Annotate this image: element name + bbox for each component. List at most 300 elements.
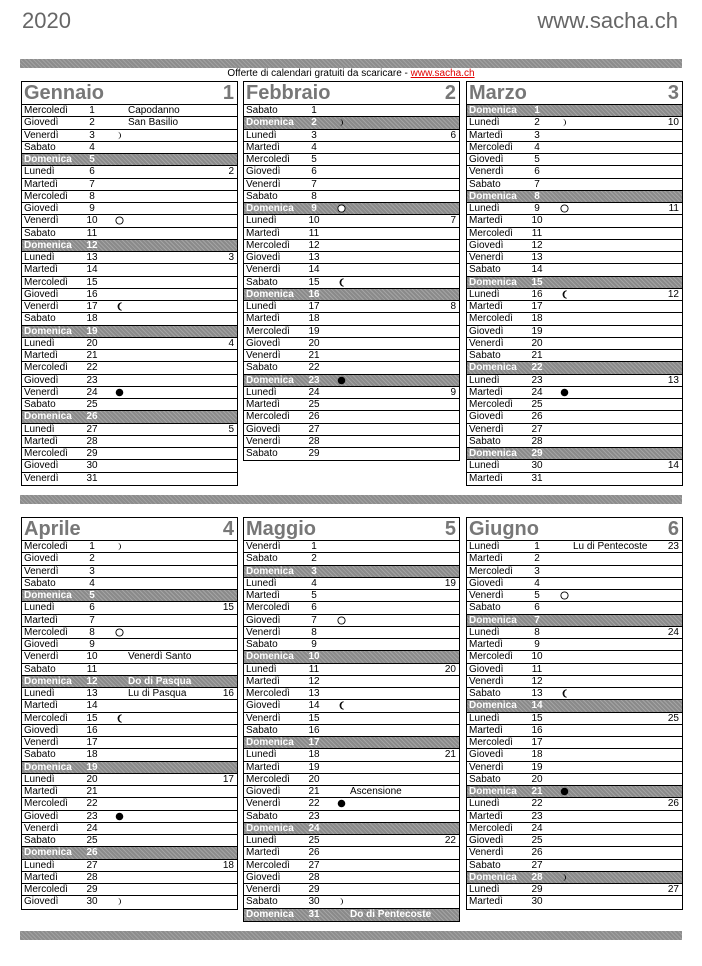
day-row: [467, 602, 682, 614]
weekday-label: Venerdì: [24, 301, 59, 312]
moon-new-icon: [337, 376, 346, 385]
day-number: 2: [311, 117, 317, 129]
day-row: [244, 811, 459, 823]
day-number: 5: [534, 590, 540, 601]
day-row: [244, 872, 459, 884]
holiday-label: Lu di Pentecoste: [573, 541, 648, 552]
day-row: [244, 424, 459, 436]
day-number: 19: [308, 325, 320, 337]
day-number: 14: [531, 264, 543, 276]
day-number: 17: [308, 737, 320, 748]
weekday-label: Lunedì: [246, 577, 277, 589]
day-row: [244, 301, 459, 313]
day-number: 26: [531, 847, 543, 859]
day-row: [244, 338, 459, 350]
day-number: 21: [531, 786, 543, 797]
day-number: 4: [534, 141, 540, 153]
weekday-label: Martedì: [469, 639, 503, 650]
weekday-label: Lunedì: [246, 835, 277, 846]
day-number: 16: [86, 724, 98, 736]
day-row-sunday: [467, 786, 682, 798]
weekday-label: Domenica: [469, 190, 517, 202]
day-row-sunday: [244, 289, 459, 301]
month-giugno: [466, 517, 683, 910]
day-number: 2: [89, 117, 95, 129]
week-number: 10: [667, 117, 679, 129]
day-number: 25: [531, 399, 543, 410]
moon-last-quarter-icon: [560, 290, 569, 299]
weekday-label: Giovedì: [469, 154, 504, 165]
day-row: [22, 688, 237, 700]
day-number: 6: [534, 166, 540, 178]
weekday-label: Domenica: [246, 203, 294, 214]
day-number: 3: [311, 565, 317, 577]
moon-first-quarter-icon: [115, 131, 124, 140]
day-number: 4: [311, 141, 317, 153]
weekday-label: Giovedì: [246, 871, 281, 883]
day-row: [467, 424, 682, 436]
weekday-label: Giovedì: [469, 325, 504, 337]
weekday-label: Mercoledì: [246, 602, 290, 614]
weekday-label: Martedì: [469, 301, 503, 312]
day-row: [244, 762, 459, 774]
day-number: 4: [89, 577, 95, 589]
day-row: [244, 896, 459, 908]
weekday-label: Martedì: [24, 350, 58, 361]
day-number: 8: [311, 190, 317, 202]
weekday-label: Domenica: [469, 614, 517, 626]
day-number: 13: [86, 252, 98, 263]
holiday-label: Venerdì Santo: [128, 651, 192, 663]
weekday-label: Lunedì: [469, 541, 500, 552]
week-number: 8: [450, 301, 456, 312]
day-number: 18: [531, 749, 543, 761]
day-row-sunday: [22, 676, 237, 688]
day-number: 16: [86, 288, 98, 300]
day-row: [467, 350, 682, 362]
day-number: 23: [531, 810, 543, 822]
day-row: [22, 448, 237, 460]
month-marzo: [466, 81, 683, 486]
offer-line: [20, 68, 682, 79]
day-row: [467, 578, 682, 590]
weekday-label: Giovedì: [246, 786, 281, 797]
week-number: 11: [668, 203, 679, 214]
day-row-sunday: [244, 117, 459, 129]
day-row: [244, 676, 459, 688]
weekday-label: Mercoledì: [469, 399, 513, 410]
day-row: [22, 436, 237, 448]
weekday-label: Martedì: [24, 786, 58, 797]
day-number: 26: [308, 411, 320, 423]
weekday-label: Venerdì: [24, 737, 59, 748]
day-number: 6: [311, 602, 317, 614]
day-number: 27: [86, 423, 98, 435]
month-name: Maggio: [246, 518, 316, 540]
weekday-label: Domenica: [469, 700, 517, 712]
day-number: 2: [89, 553, 95, 565]
month-header: [244, 518, 459, 541]
weekday-label: Giovedì: [24, 553, 59, 565]
weekday-label: Mercoledì: [24, 448, 68, 459]
weekday-label: Venerdì: [24, 472, 59, 484]
weekday-label: Mercoledì: [246, 688, 290, 699]
moon-full-icon: [115, 216, 124, 225]
month-febbraio: [243, 81, 460, 461]
day-row: [244, 277, 459, 289]
weekday-label: Domenica: [246, 822, 294, 834]
day-row: [244, 627, 459, 639]
day-number: 7: [311, 178, 317, 190]
weekday-label: Sabato: [469, 602, 501, 614]
day-row-sunday: [467, 362, 682, 374]
weekday-label: Domenica: [246, 651, 294, 663]
offer-link[interactable]: www.sacha.ch: [410, 68, 475, 79]
moon-first-quarter-icon: [560, 873, 569, 882]
weekday-label: Mercoledì: [469, 141, 513, 153]
day-number: 29: [531, 448, 543, 459]
day-row-sunday: [22, 411, 237, 423]
day-row: [244, 240, 459, 252]
month-number: 6: [667, 518, 679, 540]
day-number: 8: [534, 190, 540, 202]
day-number: 29: [531, 884, 543, 895]
day-row: [22, 313, 237, 325]
day-number: 9: [89, 203, 95, 214]
day-number: 13: [308, 252, 320, 263]
day-number: 19: [531, 761, 543, 773]
day-number: 22: [531, 798, 543, 810]
day-row: [467, 375, 682, 387]
day-row: [467, 301, 682, 313]
weekday-label: Lunedì: [24, 423, 55, 435]
moon-full-icon: [560, 591, 569, 600]
day-row: [467, 473, 682, 485]
weekday-label: Martedì: [246, 399, 280, 410]
day-number: 22: [308, 798, 320, 810]
week-number: 7: [450, 215, 456, 227]
day-number: 11: [308, 663, 320, 675]
weekday-label: Martedì: [469, 215, 503, 227]
day-rows: [467, 541, 682, 909]
day-number: 19: [308, 761, 320, 773]
day-row: [467, 264, 682, 276]
day-number: 23: [308, 374, 320, 386]
weekday-label: Martedì: [246, 847, 280, 859]
day-number: 5: [311, 154, 317, 165]
weekday-label: Domenica: [469, 276, 517, 288]
day-row-sunday: [244, 651, 459, 663]
weekday-label: Mercoledì: [246, 325, 290, 337]
weekday-label: Giovedì: [246, 614, 281, 626]
day-row: [244, 436, 459, 448]
weekday-label: Sabato: [469, 350, 501, 361]
weekday-label: Venerdì: [24, 215, 59, 227]
day-row: [467, 117, 682, 129]
day-row: [22, 725, 237, 737]
day-row: [244, 264, 459, 276]
holiday-label: Do di Pentecoste: [350, 908, 432, 920]
weekday-label: Lunedì: [469, 374, 500, 386]
day-row-sunday: [22, 154, 237, 166]
holiday-label: Lu di Pasqua: [128, 688, 187, 699]
day-row-sunday: [467, 277, 682, 289]
day-number: 31: [308, 908, 320, 920]
day-row: [22, 896, 237, 908]
weekday-label: Mercoledì: [24, 190, 68, 202]
day-row: [244, 553, 459, 565]
weekday-label: Sabato: [246, 724, 278, 736]
day-number: 17: [308, 301, 320, 312]
week-number: 26: [667, 798, 679, 810]
day-number: 28: [308, 435, 320, 447]
weekday-label: Mercoledì: [24, 712, 68, 724]
day-number: 24: [308, 386, 320, 398]
day-number: 19: [86, 325, 98, 337]
weekday-label: Mercoledì: [469, 565, 513, 577]
day-number: 18: [308, 749, 320, 761]
weekday-label: Venerdì: [246, 178, 281, 190]
week-number: 25: [667, 712, 679, 724]
day-row: [467, 166, 682, 178]
day-row-sunday: [22, 762, 237, 774]
moon-first-quarter-icon: [337, 118, 346, 127]
day-number: 9: [311, 639, 317, 650]
month-name: Gennaio: [24, 82, 105, 104]
weekday-label: Venerdì: [469, 847, 504, 859]
moon-first-quarter-icon: [115, 897, 124, 906]
day-row: [467, 823, 682, 835]
weekday-label: Giovedì: [469, 749, 504, 761]
weekday-label: Domenica: [24, 675, 72, 687]
day-row: [244, 179, 459, 191]
weekday-label: Sabato: [469, 264, 501, 276]
day-row: [467, 811, 682, 823]
week-number: 16: [222, 688, 234, 699]
weekday-label: Lunedì: [24, 859, 55, 871]
day-row: [22, 811, 237, 823]
weekday-label: Mercoledì: [246, 411, 290, 423]
weekday-label: Venerdì: [469, 761, 504, 773]
weekday-label: Domenica: [246, 565, 294, 577]
weekday-label: Lunedì: [469, 117, 500, 129]
day-row: [467, 762, 682, 774]
day-rows: [244, 541, 459, 921]
day-number: 15: [308, 712, 320, 724]
weekday-label: Domenica: [24, 761, 72, 773]
weekday-label: Giovedì: [24, 288, 59, 300]
weekday-label: Lunedì: [246, 663, 277, 675]
moon-first-quarter-icon: [337, 897, 346, 906]
day-row: [22, 473, 237, 485]
weekday-label: Giovedì: [24, 117, 59, 129]
weekday-label: Domenica: [469, 105, 517, 116]
site-label[interactable]: www.sacha.ch: [537, 8, 678, 33]
day-number: 13: [531, 252, 543, 263]
day-number: 11: [308, 227, 320, 239]
day-row: [244, 688, 459, 700]
day-row: [244, 142, 459, 154]
weekday-label: Venerdì: [469, 252, 504, 263]
weekday-label: Sabato: [24, 749, 56, 761]
day-number: 30: [308, 896, 320, 908]
weekday-label: Martedì: [469, 724, 503, 736]
day-number: 23: [86, 810, 98, 822]
day-row: [467, 713, 682, 725]
day-row: [22, 541, 237, 553]
day-number: 1: [311, 105, 317, 116]
day-row: [467, 676, 682, 688]
month-header: [467, 82, 682, 105]
day-number: 23: [308, 810, 320, 822]
month-maggio: [243, 517, 460, 922]
day-number: 7: [89, 614, 95, 626]
week-number: 9: [450, 386, 456, 398]
weekday-label: Sabato: [246, 553, 278, 565]
day-number: 7: [311, 614, 317, 626]
day-row: [244, 774, 459, 786]
holiday-label: San Basilio: [128, 117, 179, 129]
day-number: 10: [308, 651, 320, 663]
day-number: 11: [531, 663, 543, 675]
month-number: 3: [667, 82, 679, 104]
day-number: 2: [534, 117, 540, 129]
weekday-label: Mercoledì: [24, 276, 68, 288]
day-number: 18: [86, 749, 98, 761]
weekday-label: Giovedì: [24, 203, 59, 214]
day-number: 22: [86, 798, 98, 810]
day-number: 30: [86, 460, 98, 472]
weekday-label: Mercoledì: [246, 154, 290, 165]
weekday-label: Lunedì: [246, 386, 277, 398]
day-row-sunday: [467, 448, 682, 460]
day-number: 29: [308, 884, 320, 895]
week-number: 22: [444, 835, 456, 846]
day-number: 25: [531, 835, 543, 846]
moon-first-quarter-icon: [560, 118, 569, 127]
day-row: [22, 835, 237, 847]
month-header: [22, 518, 237, 541]
day-number: 15: [86, 712, 98, 724]
day-number: 26: [308, 847, 320, 859]
week-number: 20: [444, 663, 456, 675]
day-row: [244, 639, 459, 651]
day-number: 24: [531, 386, 543, 398]
weekday-label: Mercoledì: [469, 822, 513, 834]
day-number: 31: [86, 472, 98, 484]
weekday-label: Lunedì: [24, 166, 55, 178]
day-number: 9: [534, 203, 540, 214]
day-row-sunday: [467, 191, 682, 203]
day-row: [244, 166, 459, 178]
weekday-label: Domenica: [469, 786, 517, 797]
day-row: [467, 228, 682, 240]
day-row: [22, 602, 237, 614]
day-number: 30: [531, 896, 543, 908]
month-name: Marzo: [469, 82, 527, 104]
month-number: 5: [444, 518, 456, 540]
weekday-label: Venerdì: [246, 435, 281, 447]
weekday-label: Lunedì: [246, 215, 277, 227]
weekday-label: Martedì: [469, 472, 503, 484]
day-row: [22, 338, 237, 350]
week-number: 27: [667, 884, 679, 895]
day-row: [244, 786, 459, 798]
weekday-label: Sabato: [246, 896, 278, 908]
weekday-label: Giovedì: [246, 700, 281, 712]
day-number: 5: [534, 154, 540, 165]
day-number: 30: [531, 460, 543, 472]
day-row-sunday: [467, 105, 682, 117]
day-row: [467, 860, 682, 872]
weekday-label: Mercoledì: [469, 313, 513, 325]
week-number: 19: [444, 577, 456, 589]
weekday-label: Venerdì: [246, 712, 281, 724]
weekday-label: Sabato: [24, 227, 56, 239]
day-number: 15: [531, 276, 543, 288]
day-number: 27: [308, 423, 320, 435]
weekday-label: Martedì: [246, 675, 280, 687]
day-row: [244, 350, 459, 362]
day-row: [244, 399, 459, 411]
day-row: [467, 627, 682, 639]
weekday-label: Martedì: [246, 141, 280, 153]
day-row: [22, 713, 237, 725]
weekday-label: Mercoledì: [24, 362, 68, 374]
day-number: 23: [86, 374, 98, 386]
weekday-label: Martedì: [469, 896, 503, 908]
day-row: [467, 326, 682, 338]
day-number: 18: [86, 313, 98, 325]
weekday-label: Domenica: [24, 325, 72, 337]
day-number: 14: [86, 700, 98, 712]
day-number: 7: [89, 178, 95, 190]
day-row: [22, 191, 237, 203]
day-number: 27: [86, 859, 98, 871]
weekday-label: Mercoledì: [24, 105, 68, 116]
weekday-label: Martedì: [246, 761, 280, 773]
day-row: [244, 105, 459, 117]
weekday-label: Venerdì: [469, 590, 504, 601]
weekday-label: Lunedì: [469, 712, 500, 724]
day-row: [22, 566, 237, 578]
week-number: 13: [667, 374, 679, 386]
weekday-label: Martedì: [469, 129, 503, 141]
weekday-label: Domenica: [24, 411, 72, 423]
weekday-label: Lunedì: [469, 798, 500, 810]
moon-full-icon: [337, 204, 346, 213]
day-number: 10: [86, 215, 98, 227]
moon-last-quarter-icon: [337, 701, 346, 710]
day-number: 1: [534, 541, 540, 552]
day-number: 1: [89, 541, 95, 552]
day-row: [22, 375, 237, 387]
moon-new-icon: [560, 388, 569, 397]
day-number: 4: [89, 141, 95, 153]
day-row: [22, 277, 237, 289]
day-row: [22, 884, 237, 896]
weekday-label: Giovedì: [246, 252, 281, 263]
day-number: 3: [89, 565, 95, 577]
day-row: [467, 289, 682, 301]
day-number: 1: [534, 105, 540, 116]
day-row-sunday: [244, 566, 459, 578]
month-aprile: [21, 517, 238, 910]
day-row: [467, 774, 682, 786]
day-row: [22, 786, 237, 798]
day-row: [467, 313, 682, 325]
weekday-label: Mercoledì: [246, 239, 290, 251]
